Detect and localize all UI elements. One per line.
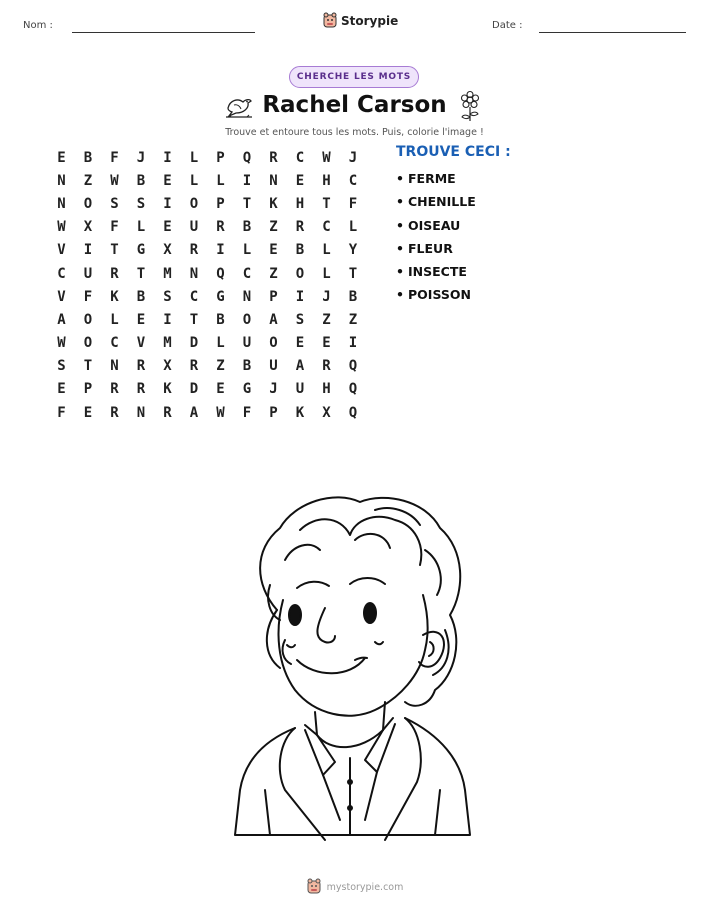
grid-letter[interactable]: W <box>322 149 331 166</box>
grid-row <box>47 262 365 285</box>
grid-letter[interactable]: N <box>57 195 66 212</box>
grid-letter[interactable]: S <box>110 195 119 212</box>
grid-letter[interactable]: T <box>348 265 358 282</box>
grid-letter[interactable]: E <box>83 404 93 421</box>
grid-letter[interactable]: I <box>163 311 172 328</box>
grid-letter[interactable]: I <box>163 149 172 166</box>
word-text: POISSON <box>408 287 471 303</box>
grid-letter[interactable]: P <box>216 149 225 166</box>
grid-letter[interactable]: Z <box>269 265 278 282</box>
grid-row <box>47 332 365 355</box>
grid-letter[interactable]: K <box>269 195 278 212</box>
grid-letter[interactable]: Q <box>348 381 358 398</box>
grid-letter[interactable]: R <box>269 149 278 166</box>
grid-row <box>47 146 365 169</box>
grid-letter[interactable]: I <box>83 242 93 259</box>
word-list-item <box>396 171 511 194</box>
word-list-title: TROUVE CECI : <box>396 144 511 160</box>
grid-row <box>47 169 365 192</box>
grid-letter[interactable]: L <box>322 242 331 259</box>
grid-letter[interactable]: H <box>322 172 331 189</box>
grid-letter[interactable]: R <box>322 358 331 375</box>
grid-letter[interactable]: I <box>242 172 252 189</box>
grid-letter[interactable]: E <box>295 172 305 189</box>
word-text: INSECTE <box>408 264 467 280</box>
grid-letter[interactable]: W <box>57 219 66 236</box>
page-title: Rachel Carson <box>262 92 447 118</box>
grid-letter[interactable]: K <box>163 381 172 398</box>
grid-letter[interactable]: G <box>216 288 225 305</box>
grid-letter[interactable]: R <box>189 242 199 259</box>
bullet: • <box>396 194 404 210</box>
grid-letter[interactable]: T <box>242 195 252 212</box>
grid-letter[interactable]: M <box>163 335 172 352</box>
grid-letter[interactable]: N <box>269 172 278 189</box>
grid-letter[interactable]: R <box>110 381 119 398</box>
grid-letter[interactable]: K <box>295 404 305 421</box>
grid-letter[interactable]: J <box>322 288 331 305</box>
grid-letter[interactable]: O <box>269 335 278 352</box>
grid-letter[interactable]: R <box>136 358 146 375</box>
grid-letter[interactable]: L <box>348 219 358 236</box>
grid-row <box>47 216 365 239</box>
grid-letter[interactable]: O <box>242 311 252 328</box>
grid-letter[interactable]: E <box>295 335 305 352</box>
grid-letter[interactable]: I <box>295 288 305 305</box>
grid-letter[interactable]: O <box>83 311 93 328</box>
grid-letter[interactable]: E <box>216 381 225 398</box>
grid-letter[interactable]: O <box>295 265 305 282</box>
grid-letter[interactable]: X <box>83 219 93 236</box>
grid-letter[interactable]: R <box>110 404 119 421</box>
grid-letter[interactable]: F <box>57 404 66 421</box>
grid-letter[interactable]: B <box>83 149 93 166</box>
bullet: • <box>396 171 404 186</box>
name-line <box>72 32 255 33</box>
grid-letter[interactable]: M <box>163 265 172 282</box>
grid-letter[interactable]: L <box>216 172 225 189</box>
grid-letter[interactable]: A <box>295 358 305 375</box>
grid-letter[interactable]: C <box>57 265 66 282</box>
grid-letter[interactable]: V <box>136 335 146 352</box>
grid-letter[interactable]: F <box>83 288 93 305</box>
grid-letter[interactable]: A <box>269 311 278 328</box>
grid-letter[interactable]: C <box>295 149 305 166</box>
grid-letter[interactable]: S <box>57 358 66 375</box>
grid-letter[interactable]: L <box>189 172 199 189</box>
grid-letter[interactable]: N <box>110 358 119 375</box>
grid-letter[interactable]: D <box>189 381 199 398</box>
grid-letter[interactable]: F <box>110 219 119 236</box>
grid-letter[interactable]: D <box>189 335 199 352</box>
grid-letter[interactable]: W <box>216 404 225 421</box>
word-list-item <box>396 241 511 264</box>
grid-letter[interactable]: R <box>189 358 199 375</box>
grid-letter[interactable]: B <box>295 242 305 259</box>
grid-letter[interactable]: A <box>189 404 199 421</box>
grid-row <box>47 239 365 262</box>
grid-letter[interactable]: O <box>83 335 93 352</box>
name-label: Nom : <box>23 20 53 31</box>
grid-letter[interactable]: T <box>322 195 331 212</box>
activity-badge: CHERCHE LES MOTS <box>289 66 419 88</box>
grid-row <box>47 308 365 331</box>
flower-icon <box>456 90 484 122</box>
bullet: • <box>396 240 404 256</box>
grid-letter[interactable]: C <box>189 288 199 305</box>
grid-letter[interactable]: N <box>136 404 146 421</box>
grid-letter[interactable]: N <box>242 288 252 305</box>
grid-letter[interactable]: U <box>189 219 199 236</box>
rachel-carson-portrait-icon <box>225 490 480 845</box>
grid-letter[interactable]: X <box>163 242 172 259</box>
grid-letter[interactable]: R <box>295 219 305 236</box>
grid-letter[interactable]: O <box>189 195 199 212</box>
word-list-item <box>396 218 511 241</box>
grid-letter[interactable]: H <box>322 381 331 398</box>
bullet: • <box>396 264 404 280</box>
grid-letter[interactable]: R <box>216 219 225 236</box>
bullet: • <box>396 217 404 233</box>
grid-letter[interactable]: N <box>189 265 199 282</box>
grid-letter[interactable]: C <box>322 219 331 236</box>
grid-letter[interactable]: K <box>110 288 119 305</box>
grid-letter[interactable]: L <box>322 265 331 282</box>
brand-logo[interactable] <box>322 12 398 30</box>
word-text: CHENILLE <box>408 194 476 210</box>
grid-row <box>47 355 365 378</box>
grid-letter[interactable]: S <box>136 195 146 212</box>
grid-letter[interactable]: B <box>136 288 146 305</box>
grid-letter[interactable]: P <box>83 381 93 398</box>
grid-letter[interactable]: S <box>163 288 172 305</box>
grid-letter[interactable]: Z <box>216 358 225 375</box>
grid-letter[interactable]: L <box>189 149 199 166</box>
grid-letter[interactable]: P <box>269 404 278 421</box>
grid-letter[interactable]: I <box>348 335 358 352</box>
grid-letter[interactable]: Z <box>83 172 93 189</box>
grid-letter[interactable]: G <box>136 242 146 259</box>
grid-letter[interactable]: J <box>348 149 358 166</box>
grid-row <box>47 285 365 308</box>
grid-letter[interactable]: R <box>136 381 146 398</box>
grid-letter[interactable]: U <box>242 335 252 352</box>
word-text: FERME <box>408 171 456 186</box>
grid-letter[interactable]: P <box>216 195 225 212</box>
grid-letter[interactable]: V <box>57 242 66 259</box>
grid-letter[interactable]: C <box>348 172 358 189</box>
grid-letter[interactable]: P <box>269 288 278 305</box>
storypie-mascot-icon <box>306 878 322 896</box>
grid-letter[interactable]: Y <box>348 242 358 259</box>
grid-letter[interactable]: T <box>136 265 146 282</box>
grid-letter[interactable]: W <box>57 335 66 352</box>
grid-letter[interactable]: U <box>295 381 305 398</box>
grid-letter[interactable]: E <box>322 335 331 352</box>
grid-letter[interactable]: O <box>83 195 93 212</box>
grid-letter[interactable]: Z <box>348 311 358 328</box>
instructions: Trouve et entoure tous les mots. Puis, colorie l'image ! <box>225 127 484 138</box>
grid-letter[interactable]: Q <box>348 404 358 421</box>
grid-letter[interactable]: B <box>136 172 146 189</box>
grid-letter[interactable]: B <box>348 288 358 305</box>
grid-letter[interactable]: E <box>136 311 146 328</box>
grid-letter[interactable]: F <box>348 195 358 212</box>
word-list-item <box>396 194 511 217</box>
grid-letter[interactable]: F <box>242 404 252 421</box>
grid-letter[interactable]: E <box>269 242 278 259</box>
grid-row <box>47 401 365 424</box>
grid-letter[interactable]: J <box>269 381 278 398</box>
grid-letter[interactable]: E <box>163 172 172 189</box>
grid-letter[interactable]: Q <box>348 358 358 375</box>
date-label: Date : <box>492 20 523 31</box>
grid-letter[interactable]: Q <box>242 149 252 166</box>
grid-letter[interactable]: C <box>242 265 252 282</box>
word-search-grid[interactable] <box>47 146 365 424</box>
grid-letter[interactable]: U <box>83 265 93 282</box>
grid-letter[interactable]: N <box>57 172 66 189</box>
grid-letter[interactable]: F <box>110 149 119 166</box>
bullet: • <box>396 287 404 303</box>
grid-letter[interactable]: R <box>163 404 172 421</box>
grid-letter[interactable]: Z <box>322 311 331 328</box>
grid-letter[interactable]: T <box>110 242 119 259</box>
grid-letter[interactable]: U <box>269 358 278 375</box>
grid-letter[interactable]: W <box>110 172 119 189</box>
storypie-mascot-icon <box>322 12 338 30</box>
grid-letter[interactable]: B <box>216 311 225 328</box>
grid-letter[interactable]: E <box>57 381 66 398</box>
grid-letter[interactable]: Q <box>216 265 225 282</box>
grid-letter[interactable]: J <box>136 149 146 166</box>
grid-letter[interactable]: B <box>242 358 252 375</box>
grid-letter[interactable]: E <box>163 219 172 236</box>
word-list-item <box>396 287 511 310</box>
grid-letter[interactable]: C <box>110 335 119 352</box>
grid-letter[interactable]: T <box>189 311 199 328</box>
word-list-item <box>396 264 511 287</box>
grid-letter[interactable]: Z <box>269 219 278 236</box>
grid-letter[interactable]: A <box>57 311 66 328</box>
grid-letter[interactable]: I <box>163 195 172 212</box>
grid-letter[interactable]: I <box>216 242 225 259</box>
grid-letter[interactable]: G <box>242 381 252 398</box>
word-list <box>396 144 511 311</box>
worksheet-header <box>0 0 709 50</box>
footer[interactable] <box>0 878 709 896</box>
word-text: OISEAU <box>408 217 461 233</box>
grid-letter[interactable]: L <box>110 311 119 328</box>
grid-letter[interactable]: S <box>295 311 305 328</box>
grid-row <box>47 378 365 401</box>
grid-letter[interactable]: L <box>216 335 225 352</box>
grid-letter[interactable]: E <box>57 149 66 166</box>
grid-letter[interactable]: R <box>110 265 119 282</box>
footer-website: mystorypie.com <box>326 881 404 893</box>
brand-name: Storypie <box>341 14 399 28</box>
word-text: FLEUR <box>408 240 453 256</box>
grid-row <box>47 192 365 215</box>
grid-letter[interactable]: L <box>242 242 252 259</box>
grid-letter[interactable]: X <box>322 404 331 421</box>
grid-letter[interactable]: X <box>163 358 172 375</box>
grid-letter[interactable]: T <box>83 358 93 375</box>
grid-letter[interactable]: H <box>295 195 305 212</box>
grid-letter[interactable]: V <box>57 288 66 305</box>
date-line <box>539 32 686 33</box>
grid-letter[interactable]: L <box>136 219 146 236</box>
grid-letter[interactable]: B <box>242 219 252 236</box>
